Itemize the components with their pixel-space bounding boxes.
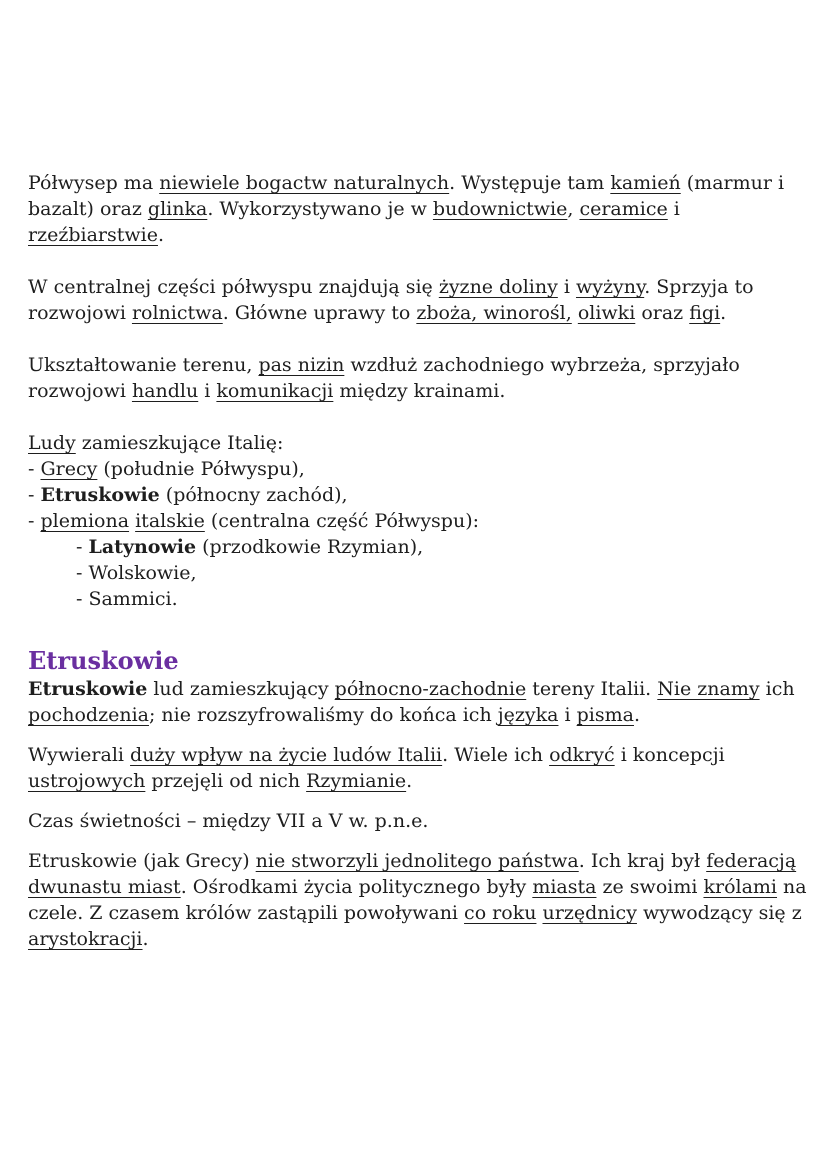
underlined-text: Grecy <box>40 458 98 480</box>
underlined-text: żyzne doliny <box>438 276 558 298</box>
underlined-text: figi <box>689 302 721 324</box>
underlined-text: języka <box>497 704 559 726</box>
underlined-text: ceramice <box>579 198 668 220</box>
underlined-text: glinka <box>147 198 208 220</box>
paragraph-natural-resources: Półwysep ma niewiele bogactw naturalnych. Występuje tam kamień (marmur i bazalt) oraz glinka. Wykorzystywano je w budownictwie, ceramice i rzeźbiarstwie. <box>28 172 785 246</box>
underlined-text: nie stworzyli jednolitego państwa <box>255 850 579 872</box>
underlined-text: wyżyny <box>575 276 645 298</box>
underlined-text: niewiele bogactw naturalnych <box>159 172 450 194</box>
section-title: Etruskowie <box>28 646 179 675</box>
underlined-text: pochodzenia <box>28 704 149 726</box>
underlined-text: komunikacji <box>216 380 334 402</box>
list-item: - Etruskowie (północny zachód), <box>28 484 348 506</box>
underlined-text: oliwki <box>577 302 636 324</box>
document-page <box>28 170 808 952</box>
underlined-text: budownictwie <box>432 198 568 220</box>
sub-list-item: - Latynowie (przodkowie Rzymian), <box>76 536 424 558</box>
paragraph-etruscans-era: Czas świetności – między VII a V w. p.n.e. <box>28 810 429 832</box>
underlined-text: duży wpływ na życie ludów Italii <box>130 744 443 766</box>
underlined-text: pisma <box>576 704 634 726</box>
underlined-text: plemiona <box>40 510 130 532</box>
bold-text: Latynowie <box>88 536 197 558</box>
list-item: - Grecy (południe Półwyspu), <box>28 458 305 480</box>
underlined-text: kamień <box>610 172 681 194</box>
underlined-text: federacją dwunastu miast <box>28 850 797 898</box>
underlined-text: zboża, winorośl, <box>416 302 572 324</box>
underlined-text: ustrojowych <box>28 770 146 792</box>
underlined-text: arystokracji <box>28 928 143 950</box>
bold-text: Etruskowie <box>28 678 148 700</box>
underlined-text: miasta <box>532 876 597 898</box>
underlined-text: co roku <box>464 902 537 924</box>
underlined-text: handlu <box>131 380 199 402</box>
bold-text: Etruskowie <box>40 484 160 506</box>
paragraph-etruscans-influence: Wywierali duży wpływ na życie ludów Italii. Wiele ich odkryć i koncepcji ustrojowych przejęli od nich Rzymianie. <box>28 744 725 792</box>
paragraph-agriculture: W centralnej części półwyspu znajdują się żyzne doliny i wyżyny. Sprzyja to rozwojowi rolnictwa. Główne uprawy to zboża, winorośl, oliwki oraz figi. <box>28 276 754 324</box>
underlined-text: Nie znamy <box>657 678 760 700</box>
underlined-text: Rzymianie <box>306 770 407 792</box>
underlined-text: italskie <box>135 510 205 532</box>
underlined-text: rolnictwa <box>131 302 223 324</box>
underlined-text: rzeźbiarstwie <box>28 224 158 246</box>
underlined-text: królami <box>703 876 778 898</box>
sub-list-item: - Sammici. <box>76 588 178 610</box>
sub-list-item: - Wolskowie, <box>76 562 197 584</box>
peoples-list <box>28 430 808 612</box>
underlined-text: północno-zachodnie <box>334 678 527 700</box>
list-item: - plemiona italskie (centralna część Półwyspu): <box>28 510 480 532</box>
paragraph-etruscans-state: Etruskowie (jak Grecy) nie stworzyli jednolitego państwa. Ich kraj był federacją dwunastu miast. Ośrodkami życia politycznego były miasta ze swoimi królami na czele. Z czasem królów zastąpili powoływani co roku urzędnicy wywodzący się z arystokracji. <box>28 850 807 950</box>
underlined-text: urzędnicy <box>542 902 637 924</box>
underlined-text: Ludy <box>28 432 76 454</box>
underlined-text: pas nizin <box>258 354 345 376</box>
underlined-text: odkryć <box>549 744 615 766</box>
peoples-heading: Ludy zamieszkujące Italię: <box>28 432 284 454</box>
paragraph-etruscans-origin: Etruskowie lud zamieszkujący północno-zachodnie tereny Italii. Nie znamy ich pochodzenia; nie rozszyfrowaliśmy do końca ich języka i pisma. <box>28 678 795 726</box>
paragraph-terrain: Ukształtowanie terenu, pas nizin wzdłuż zachodniego wybrzeża, sprzyjało rozwojowi handlu i komunikacji między krainami. <box>28 354 740 402</box>
